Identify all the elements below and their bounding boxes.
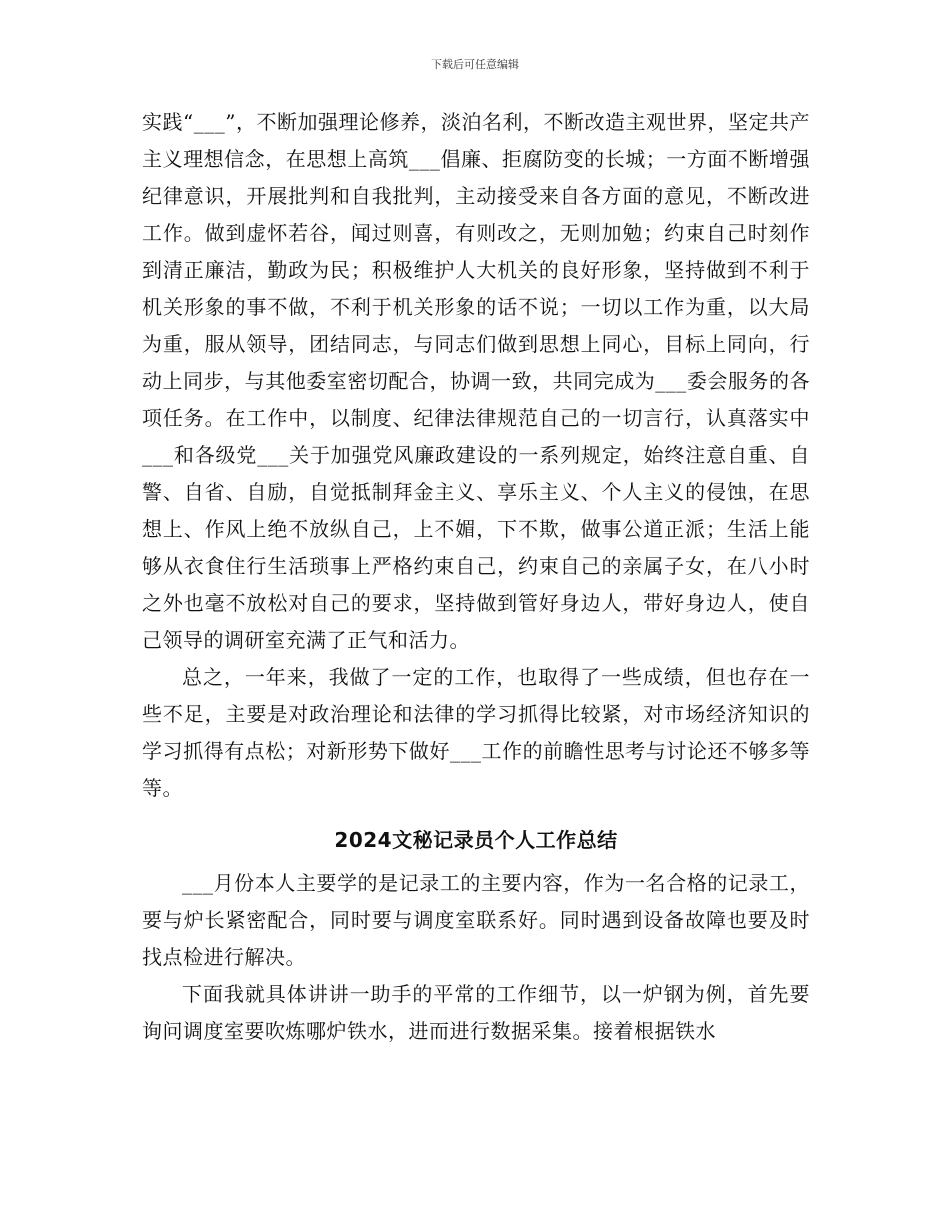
page-header-note: 下载后可任意编辑 <box>431 58 519 71</box>
document-body <box>142 104 810 1050</box>
section-paragraph-1: ___月份本人主要学的是记录工的主要内容，作为一名合格的记录工，要与炉长紧密配合，同时要与调度室联系好。同时遇到设备故障也要及时找点检进行解决。 <box>142 871 810 969</box>
section-paragraph-2: 下面我就具体讲讲一助手的平常的工作细节，以一炉钢为例，首先要询问调度室要吹炼哪炉铁水，进而进行数据采集。接着根据铁水 <box>142 982 810 1043</box>
paragraph-continuation: 实践“___”，不断加强理论修养，淡泊名利，不断改造主观世界，坚定共产主义理想信念，在思想上高筑___倡廉、拒腐防变的长城；一方面不断增强纪律意识，开展批判和自我批判，主动接受来自各方面的意见，不断改进工作。做到虚怀若谷，闻过则喜，有则改之，无则加勉；约束自己时刻作到清正廉洁，勤政为民；积极维护人大机关的良好形象，坚持做到不利于机关形象的事不做，不利于机关形象的话不说；一切以工作为重，以大局为重，服从领导，团结同志，与同志们做到思想上同心，目标上同向，行动上同步，与其他委室密切配合，协调一致，共同完成为___委会服务的各项任务。在工作中，以制度、纪律法律规范自己的一切言行，认真落实中___和各级党___关于加强党风廉政建设的一系列规定，始终注意自重、自警、自省、自励，自觉抵制拜金主义、享乐主义、个人主义的侵蚀，在思想上、作风上绝不放纵自己，上不媚，下不欺，做事公道正派；生活上能够从衣食住行生活琐事上严格约束自己，约束自己的亲属子女，在八小时之外也毫不放松对自己的要求，坚持做到管好身边人，带好身边人，使自己领导的调研室充满了正气和活力。 <box>142 110 810 652</box>
section-title: 2024文秘记录员个人工作总结 <box>334 828 618 852</box>
paragraph-summary: 总之，一年来，我做了一定的工作，也取得了一些成绩，但也存在一些不足，主要是对政治理论和法律的学习抓得比较紧，对市场经济知识的学习抓得有点松；对新形势下做好___工作的前瞻性思考与讨论还不够多等等。 <box>142 665 810 800</box>
